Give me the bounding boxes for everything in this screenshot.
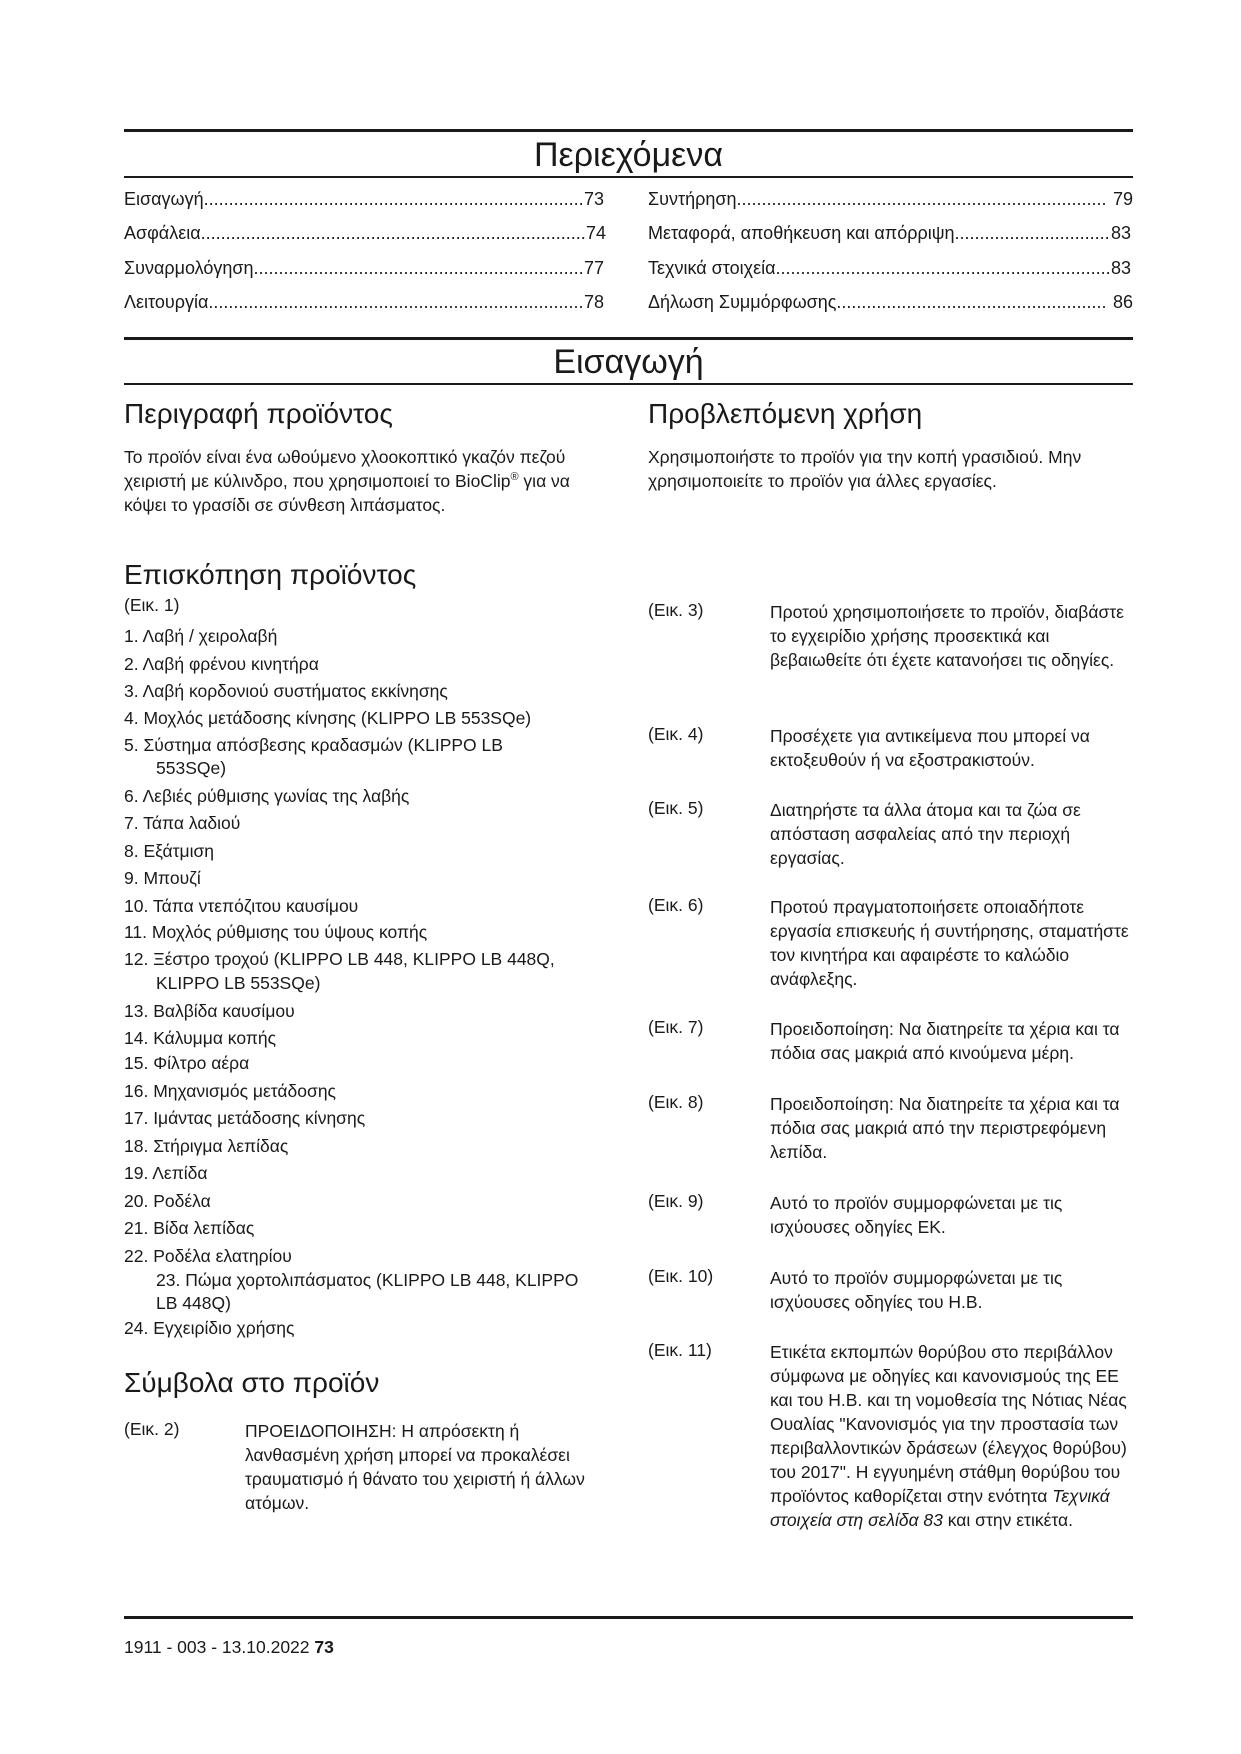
list-item: 9. Μπουζί [124, 868, 201, 888]
symbol-description: Προτού χρησιμοποιήσετε το προϊόν, διαβάστε το εγχειρίδιο χρήσης προσεκτικά και βεβαιωθείτε ότι έχετε κατανοήσει τις οδηγίες. [770, 602, 1124, 670]
list-item: 22. Ροδέλα ελατηρίου [124, 1246, 292, 1266]
list-item: 7. Τάπα λαδιού [124, 813, 241, 833]
symbol-fig-ref: (Εικ. 4) [648, 724, 704, 744]
list-item: 19. Λεπίδα [124, 1163, 208, 1183]
symbol-description: Αυτό το προϊόν συμμορφώνεται με τις ισχύουσες οδηγίες ΕΚ. [770, 1193, 1063, 1237]
symbol-description: Αυτό το προϊόν συμμορφώνεται με τις ισχύουσες οδηγίες του Η.Β. [770, 1268, 1063, 1312]
product-overview-heading: Επισκόπηση προϊόντος [124, 559, 417, 590]
symbol-fig-ref: (Εικ. 5) [648, 798, 704, 818]
symbol-fig-ref: (Εικ. 8) [648, 1092, 704, 1112]
contents-top-rule [124, 129, 1133, 132]
list-item: 4. Μοχλός μετάδοσης κίνησης (KLIPPO LB 553SQe) [124, 708, 532, 728]
intended-use-text: Χρησιμοποιήστε το προϊόν για την κοπή γρασιδιού. Μην χρησιμοποιείτε το προϊόν για άλλες εργασίες. [648, 447, 1082, 491]
symbol-fig-ref: (Εικ. 9) [648, 1191, 704, 1211]
symbol-description: Διατηρήστε τα άλλα άτομα και τα ζώα σε απόσταση ασφαλείας από την περιοχή εργασίας. [770, 800, 1081, 868]
toc-entry-technical-data[interactable]: Τεχνικά στοιχεία ..... 83 [648, 258, 1131, 279]
symbol-description: ΠΡΟΕΙΔΟΠΟΙΗΣΗ: Η απρόσεκτη ή λανθασμένη χρήση μπορεί να προκαλέσει τραυματισμό ή θάνατο του χειριστή ή άλλων ατόμων. [245, 1421, 585, 1513]
list-item: 13. Βαλβίδα καυσίμου [124, 1001, 295, 1021]
page-footer: 1911 - 003 - 13.10.2022 73 [124, 1637, 334, 1657]
list-item: 21. Βίδα λεπίδας [124, 1218, 255, 1238]
list-item: 6. Λεβιές ρύθμισης γωνίας της λαβής [124, 786, 410, 806]
product-overview-list [124, 626, 614, 1345]
product-overview-fig-ref: (Εικ. 1) [124, 595, 180, 615]
list-item: 15. Φίλτρο αέρα [124, 1053, 250, 1073]
intended-use-heading: Προβλεπόμενη χρήση [648, 398, 923, 429]
symbol-fig-ref: (Εικ. 3) [648, 600, 704, 620]
list-item: 3. Λαβή κορδονιού συστήματος εκκίνησης [124, 681, 448, 701]
toc-entry-transport[interactable]: Μεταφορά, αποθήκευση και απόρριψη ..... 83 [648, 223, 1131, 244]
list-item: 23. Πώμα χορτολιπάσματος (KLIPPO LB 448, KLIPPO [156, 1270, 579, 1290]
list-item: LB 448Q) [156, 1293, 231, 1313]
list-item: 1. Λαβή / χειρολαβή [124, 626, 278, 646]
product-description-text: Το προϊόν είναι ένα ωθούμενο χλοοκοπτικό γκαζόν πεζού χειριστή με κύλινδρο, που χρησιμοποιεί το BioClip® για να κόψει το γρασίδι σε σύνθεση λιπάσματος. [124, 447, 570, 515]
contents-title: Περιεχόμενα [533, 136, 723, 174]
page-number: 73 [314, 1637, 334, 1657]
toc-entry-assembly[interactable]: Συναρμολόγηση ..... 77 [124, 258, 604, 279]
technical-data-link[interactable]: Τεχνικά στοιχεία στη σελίδα 83 [770, 1486, 1110, 1530]
toc-entry-operation[interactable]: Λειτουργία ..... 78 [124, 292, 604, 313]
list-item: KLIPPO LB 553SQe) [156, 973, 321, 993]
list-item: 12. Ξέστρο τροχού (KLIPPO LB 448, KLIPPO LB 448Q, [124, 949, 555, 969]
list-item: 5. Σύστημα απόσβεσης κραδασμών (KLIPPO LB [124, 735, 503, 755]
list-item: 10. Τάπα ντεπόζιτου καυσίμου [124, 896, 359, 916]
symbol-description: Προτού πραγματοποιήσετε οποιαδήποτε εργασία επισκευής ή συντήρησης, σταματήστε τον κινητήρα και αφαιρέστε το καλώδιο ανάφλεξης. [770, 897, 1129, 989]
intro-top-rule [124, 337, 1133, 340]
symbol-fig-ref: (Εικ. 2) [124, 1419, 180, 1439]
list-item: 18. Στήριγμα λεπίδας [124, 1136, 289, 1156]
list-item: 8. Εξάτμιση [124, 841, 215, 861]
intro-title: Εισαγωγή [553, 343, 704, 381]
symbol-fig-ref: (Εικ. 10) [648, 1266, 714, 1286]
list-item: 14. Κάλυμμα κοπής [124, 1028, 277, 1048]
list-item: 20. Ροδέλα [124, 1191, 211, 1211]
list-item: 553SQe) [156, 758, 227, 778]
symbol-description: Ετικέτα εκπομπών θορύβου στο περιβάλλον σύμφωνα με οδηγίες και κανονισμούς της ΕΕ και του Η.Β. και τη νομοθεσία της Νότιας Νέας Ουαλίας "Κανονισμός για την προστασία των περιβαλλοντικών δράσεων (έλεγχος θορύβου) του 2017". Η εγγυημένη στάθμη θορύβου του προϊόντος καθορίζεται στην ενότητα Τεχνικά στοιχεία στη σελίδα 83 και στην ετικέτα. [770, 1342, 1127, 1530]
toc-entry-introduction[interactable]: Εισαγωγή ..... 73 [124, 189, 604, 210]
intro-bottom-rule [124, 383, 1133, 385]
toc-entry-safety[interactable]: Ασφάλεια ..... 74 [124, 223, 606, 244]
list-item: 11. Μοχλός ρύθμισης του ύψους κοπής [124, 922, 428, 942]
symbols-heading: Σύμβολα στο προϊόν [124, 1367, 380, 1398]
symbol-description: Προειδοποίηση: Να διατηρείτε τα χέρια και τα πόδια σας μακριά από την περιστρεφόμενη λεπίδα. [770, 1094, 1120, 1162]
list-item: 16. Μηχανισμός μετάδοσης [124, 1081, 336, 1101]
symbol-fig-ref: (Εικ. 11) [648, 1340, 712, 1360]
product-description-heading: Περιγραφή προϊόντος [124, 398, 393, 429]
list-item: 17. Ιμάντας μετάδοσης κίνησης [124, 1108, 366, 1128]
toc-entry-maintenance[interactable]: Συντήρηση ..... 79 [648, 189, 1133, 210]
list-item: 2. Λαβή φρένου κινητήρα [124, 654, 319, 674]
toc-entry-declaration[interactable]: Δήλωση Συμμόρφωσης ..... 86 [648, 292, 1133, 313]
symbol-description: Προειδοποίηση: Να διατηρείτε τα χέρια και τα πόδια σας μακριά από κινούμενα μέρη. [770, 1019, 1120, 1063]
symbol-fig-ref: (Εικ. 6) [648, 895, 704, 915]
symbol-fig-ref: (Εικ. 7) [648, 1017, 704, 1037]
footer-rule [124, 1616, 1133, 1619]
symbol-description: Προσέχετε για αντικείμενα που μπορεί να εκτοξευθούν ή να εξοστρακιστούν. [770, 726, 1090, 770]
list-item: 24. Εγχειρίδιο χρήσης [124, 1318, 295, 1338]
contents-bottom-rule [124, 176, 1133, 178]
